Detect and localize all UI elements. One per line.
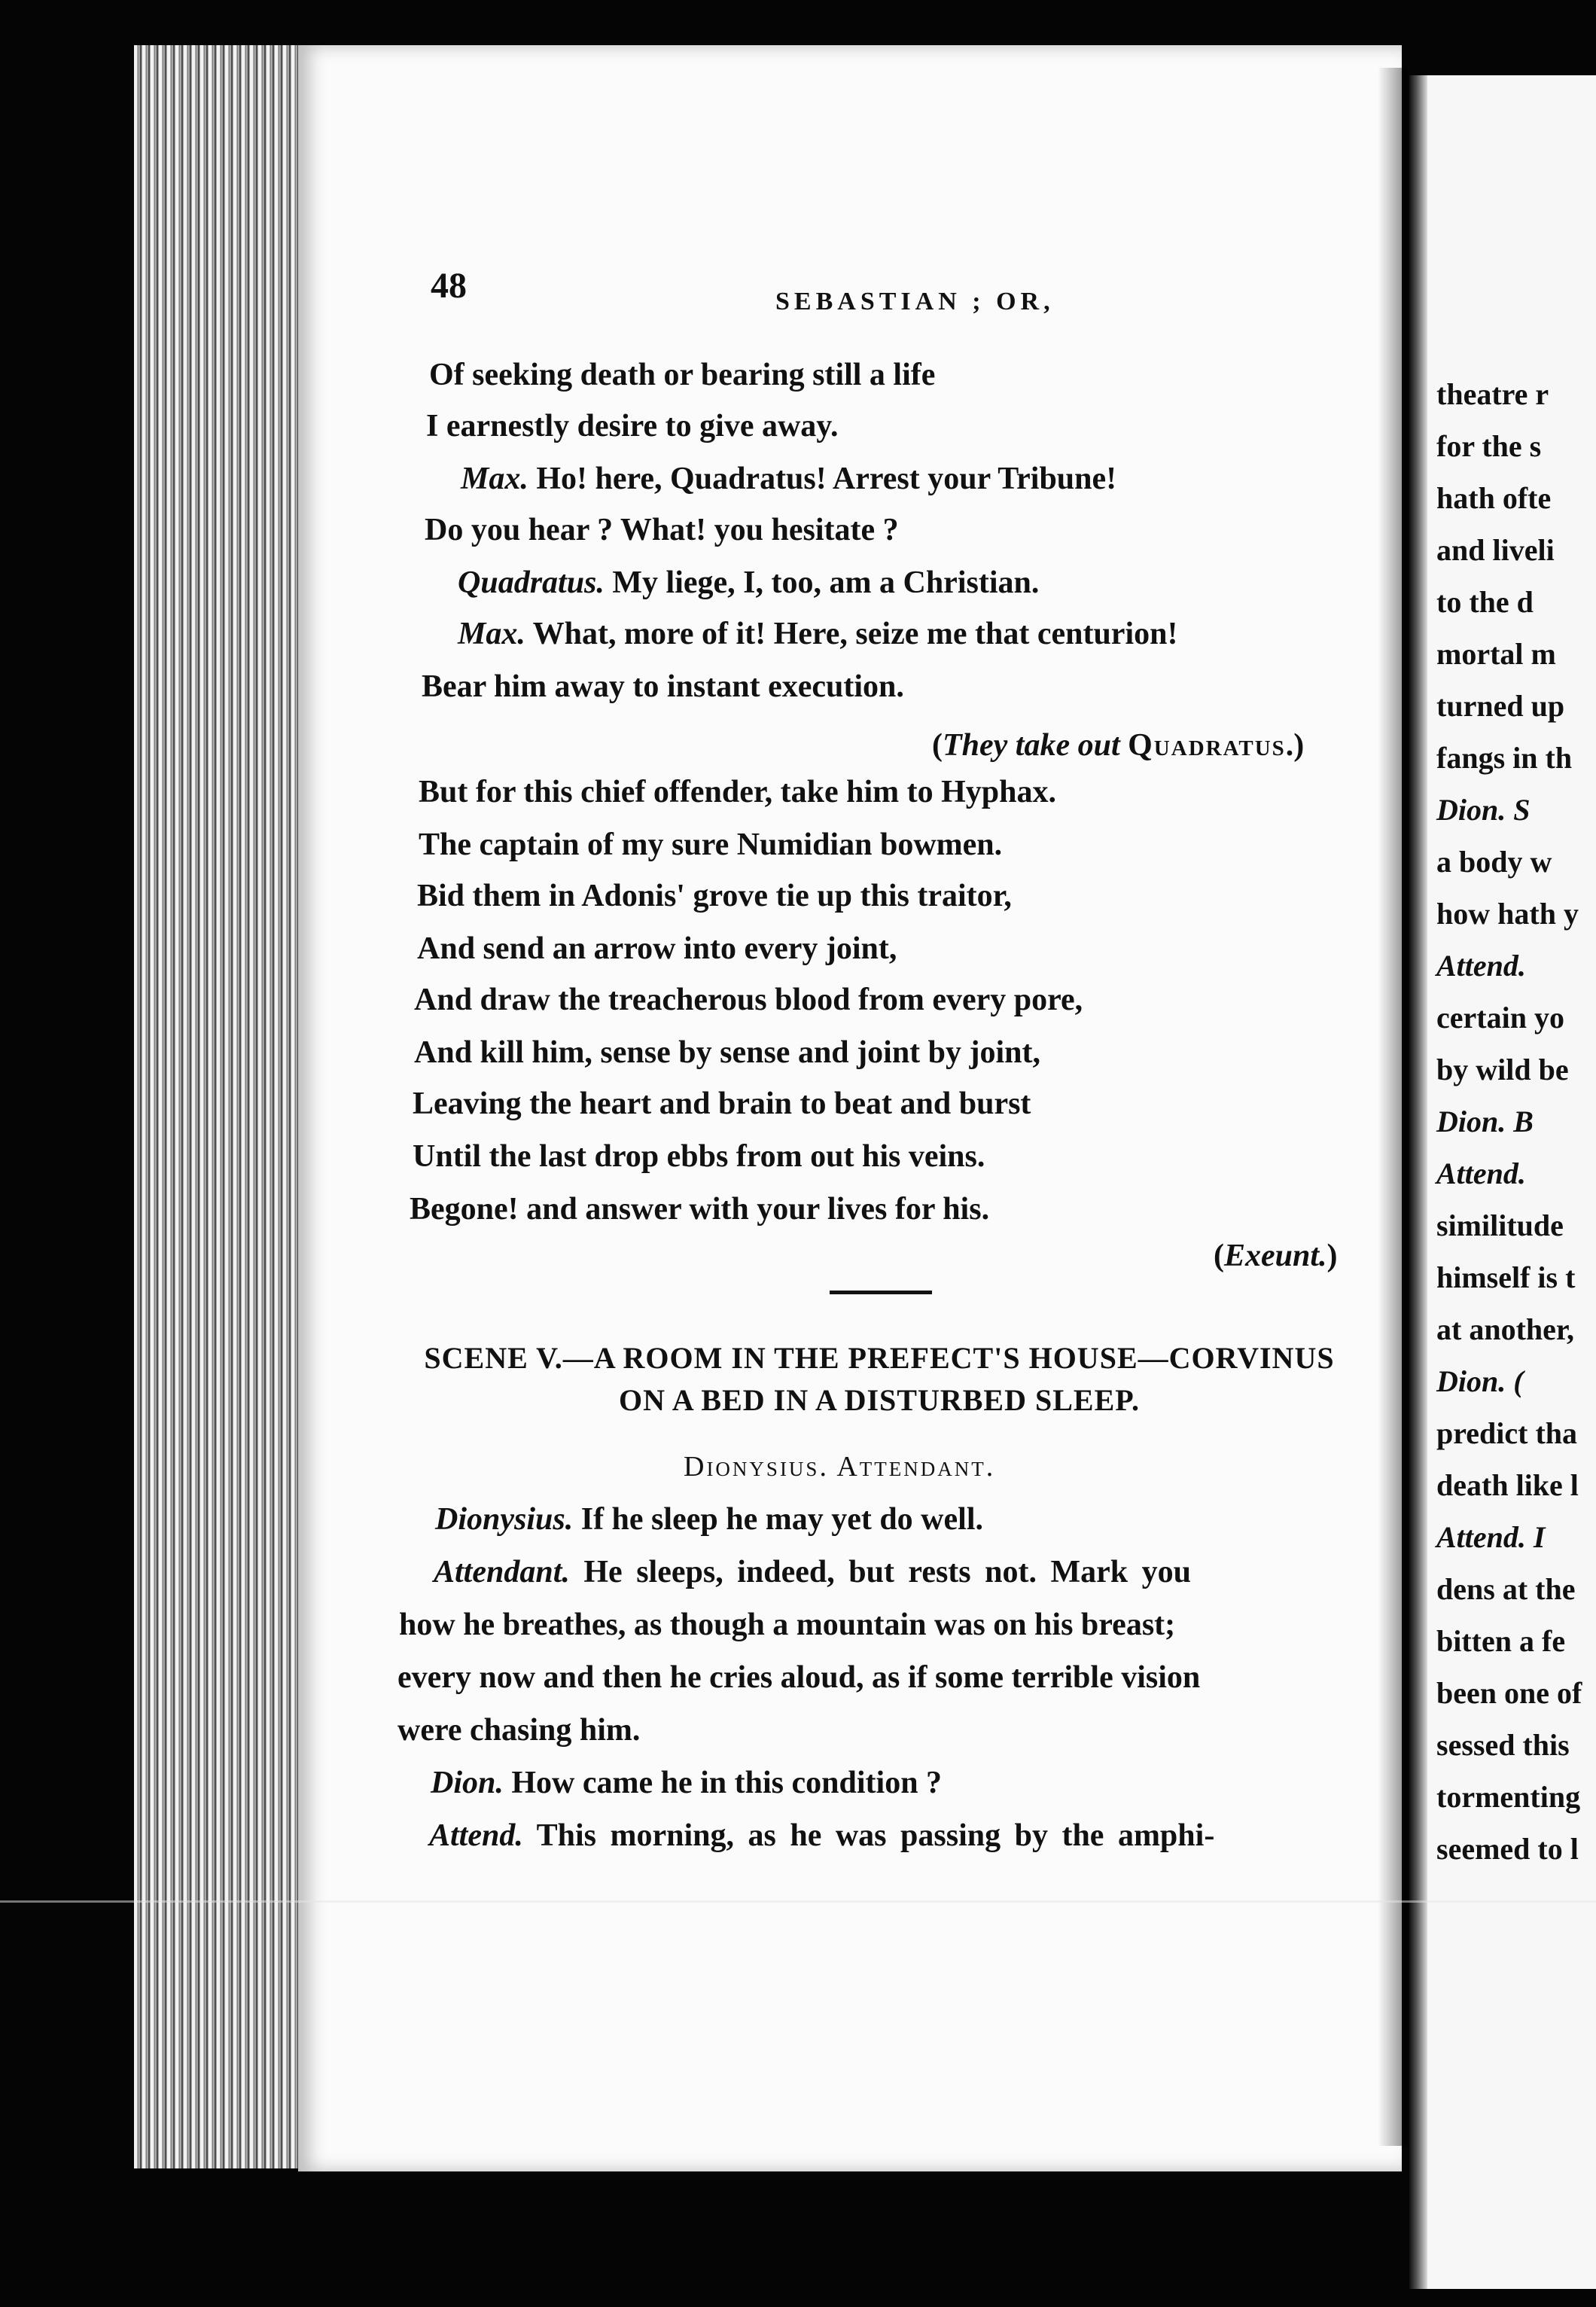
verse-line: Bid them in Adonis' grove tie up this traitor, <box>417 879 1012 913</box>
verse-line: Bear him away to instant execution. <box>422 669 904 704</box>
verse-line: And draw the treacherous blood from every pore, <box>414 983 1083 1017</box>
verse-line: And send an arrow into every joint, <box>417 931 897 966</box>
facing-line: sessed this <box>1436 1728 1570 1762</box>
prose-line: were chasing him. <box>397 1713 641 1748</box>
facing-line: been one of <box>1436 1676 1582 1710</box>
facing-line: at another, <box>1436 1312 1574 1346</box>
facing-line: theatre r <box>1436 377 1549 411</box>
prose-line: how he breathes, as though a mountain was on his breast; <box>399 1608 1176 1642</box>
page-number: 48 <box>431 266 467 306</box>
stage-direction-name: Quadratus <box>1128 728 1286 763</box>
verse-line <box>461 461 1116 497</box>
speaker-name: Attend. <box>429 1818 523 1853</box>
facing-line: death like l <box>1436 1468 1579 1502</box>
scene-heading-line: ON A BED IN A DISTURBED SLEEP. <box>618 1383 1141 1417</box>
prose-line: every now and then he cries aloud, as if some terrible vision <box>397 1660 1201 1695</box>
prose-line <box>429 1818 1214 1854</box>
speaker-name: Max. <box>461 462 528 496</box>
facing-page <box>1409 75 1596 2289</box>
dramatis-personae: Dionysius. Attendant. <box>684 1451 996 1483</box>
stage-direction-text: Exeunt. <box>1224 1239 1327 1273</box>
gutter-shadow <box>1378 68 1408 2146</box>
verse-line: Until the last drop ebbs from out his veins. <box>413 1139 985 1174</box>
verse-line: Of seeking death or bearing still a life <box>429 358 936 392</box>
facing-line: how hath y <box>1436 897 1579 931</box>
speech-text: What, more of it! Here, seize me that centurion! <box>532 617 1178 651</box>
scene-heading-line: SCENE V.—A ROOM IN THE PREFECT'S HOUSE—CORVINUS <box>424 1341 1335 1375</box>
prose-line <box>434 1554 1191 1590</box>
facing-line: for the s <box>1436 429 1542 463</box>
facing-line: Attend. <box>1436 1157 1526 1190</box>
facing-line: fangs in th <box>1436 741 1573 775</box>
verse-line: But for this chief offender, take him to Hyphax. <box>419 775 1057 809</box>
verse-line <box>458 565 1039 601</box>
stage-direction <box>932 727 1304 763</box>
book-page-edges <box>134 45 306 2168</box>
facing-line: tormenting <box>1436 1780 1581 1814</box>
speaker-name: Attendant. <box>434 1555 570 1589</box>
facing-line: bitten a fe <box>1436 1624 1566 1658</box>
facing-line: dens at the <box>1436 1572 1576 1606</box>
facing-line: hath ofte <box>1436 481 1552 515</box>
facing-line: Dion. ( <box>1436 1364 1524 1398</box>
stage-direction: (Exeunt.) <box>1214 1239 1338 1273</box>
facing-line: Attend. <box>1436 949 1526 983</box>
speech-text: This morning, as he was passing by the amphi- <box>536 1818 1215 1853</box>
stage-direction-paren: .) <box>1285 728 1305 763</box>
scene-heading <box>402 1337 1357 1422</box>
facing-line: Dion. B <box>1436 1105 1534 1138</box>
scan-artifact-line <box>0 1900 1596 1903</box>
facing-line: predict tha <box>1436 1416 1578 1450</box>
facing-line: and liveli <box>1436 533 1555 567</box>
facing-line: Dion. S <box>1436 793 1531 827</box>
speech-text: He sleeps, indeed, but rests not. Mark you <box>583 1555 1191 1589</box>
facing-line: a body w <box>1436 845 1552 879</box>
facing-line: turned up <box>1436 689 1565 723</box>
running-head: SEBASTIAN ; OR, <box>775 288 1055 315</box>
facing-line: similitude <box>1436 1208 1564 1242</box>
verse-line: Begone! and answer with your lives for his. <box>410 1192 990 1227</box>
verse-line: The captain of my sure Numidian bowmen. <box>419 827 1003 862</box>
facing-line: certain yo <box>1436 1001 1564 1035</box>
prose-line <box>431 1765 942 1801</box>
verse-line: I earnestly desire to give away. <box>426 409 839 443</box>
stage-direction-text: They take out <box>943 728 1120 763</box>
speech-text: My liege, I, too, am a Christian. <box>612 565 1040 600</box>
verse-line: Do you hear ? What! you hesitate ? <box>425 513 899 547</box>
stage-direction-paren: ( <box>932 728 943 763</box>
facing-line: to the d <box>1436 585 1534 619</box>
facing-line: seemed to l <box>1436 1832 1579 1866</box>
prose-line <box>435 1501 983 1537</box>
verse-line: And kill him, sense by sense and joint by joint, <box>414 1035 1041 1070</box>
speaker-name: Quadratus. <box>458 565 605 600</box>
speaker-name: Max. <box>458 617 525 651</box>
speaker-name: Dion. <box>431 1766 504 1800</box>
verse-line: Leaving the heart and brain to beat and burst <box>413 1086 1031 1121</box>
facing-line: by wild be <box>1436 1053 1569 1086</box>
facing-line: himself is t <box>1436 1260 1576 1294</box>
facing-line: mortal m <box>1436 637 1556 671</box>
speech-text: If he sleep he may yet do well. <box>580 1502 983 1537</box>
section-rule <box>830 1291 932 1294</box>
speech-text: Ho! here, Quadratus! Arrest your Tribune! <box>536 462 1117 496</box>
verse-line <box>458 616 1177 652</box>
facing-page-edge <box>1409 75 1427 2289</box>
facing-line: Attend. I <box>1436 1520 1546 1554</box>
speaker-name: Dionysius. <box>435 1502 574 1537</box>
speech-text: How came he in this condition ? <box>511 1766 943 1800</box>
